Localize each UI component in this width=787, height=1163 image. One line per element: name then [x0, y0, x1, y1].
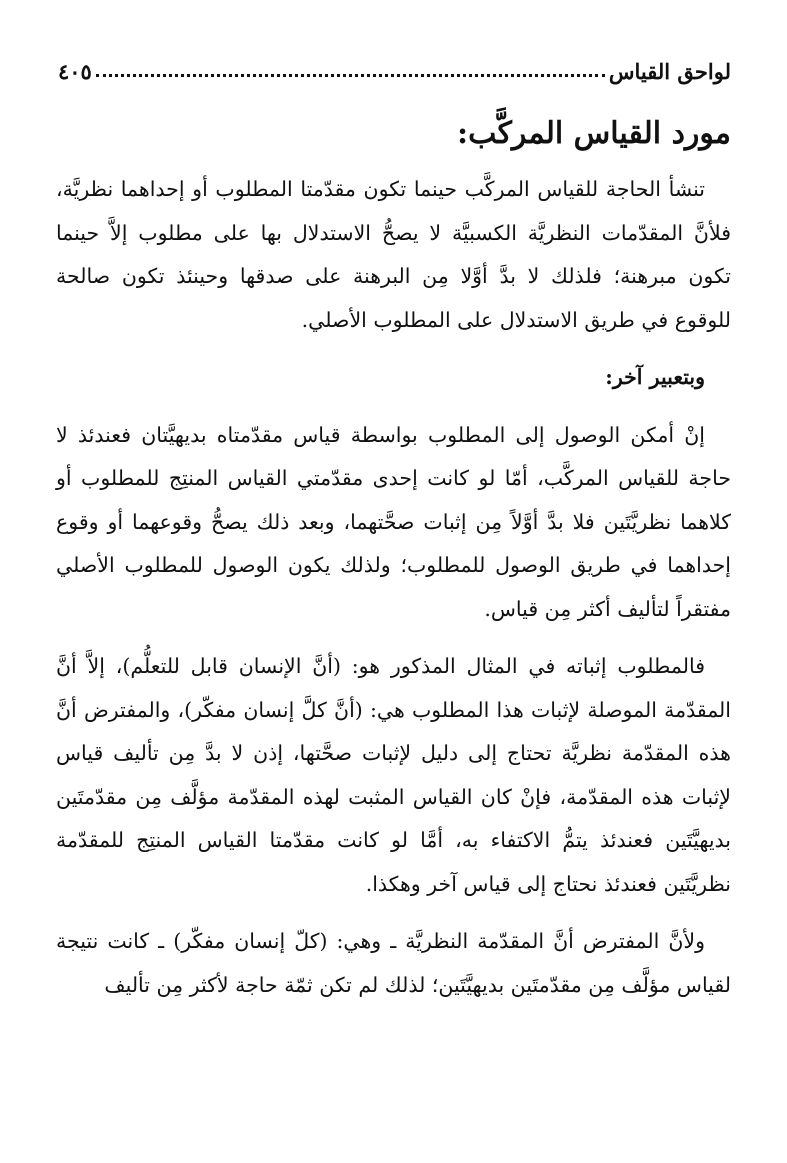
running-header: [58, 44, 731, 84]
body-text: [56, 168, 731, 1007]
running-header-title: لواحق القياس: [608, 59, 731, 84]
paragraph-4: ولأنَّ المفترض أنَّ المقدّمة النظريَّة ـ وهي: (كلّ إنسان مفكّر) ـ كانت نتيجة لقياس مؤلَّف مِن مقدّمتَين بديهيَّتَين؛ لذلك لم تكن ثمّة حاجة لأكثر مِن تأليف: [56, 929, 731, 997]
paragraph-1: تنشأ الحاجة للقياس المركَّب حينما تكون مقدّمتا المطلوب أو إحداهما نظريَّة، فلأنَّ المقدّمات النظريَّة الكسبيَّة لا يصحُّ الاستدلال بها على مطلوب إلاَّ حينما تكون مبرهنة؛ فلذلك لا بدَّ أوَّلا مِن البرهنة على صدقها وحينئذ تكون صالحة للوقوع في طريق الاستدلال على المطلوب الأصلي.: [56, 177, 731, 332]
header-dot-leader: [96, 74, 605, 77]
paragraph-3: فالمطلوب إثباته في المثال المذكور هو: (أنَّ الإنسان قابل للتعلُّم)، إلاَّ أنَّ المقدّمة الموصلة لإثبات هذا المطلوب هي: (أنَّ كلَّ إنسان مفكّر)، والمفترض أنَّ هذه المقدّمة نظريَّة تحتاج إلى دليل لإثبات صحَّتها، إذن لا بدَّ مِن تأليف قياس لإثبات هذه المقدّمة، فإنْ كان القياس المثبت لهذه المقدّمة مؤلَّف مِن مقدّمتَين بديهيَّتَين فعندئذ يتمُّ الاكتفاء به، أمَّا لو كانت مقدّمتا القياس المنتِج للمقدّمة نظريَّتَين فعندئذ نحتاج إلى قياس آخر وهكذا.: [56, 654, 731, 896]
page-number: ٤٠٥: [58, 59, 92, 84]
sub-heading: وبتعبير آخر:: [605, 365, 705, 389]
section-heading: مورد القياس المركَّب:: [457, 116, 731, 151]
paragraph-2: إنْ أمكن الوصول إلى المطلوب بواسطة قياس مقدّمتاه بديهيَّتان فعندئذ لا حاجة للقياس المركَّب، أمّا لو كانت إحدى مقدّمتي القياس المنتِج للمطلوب أو كلاهما نظريَّتَين فلا بدَّ أوَّلاً مِن إثبات صحَّتهما، وبعد ذلك يصحُّ وقوعهما أو وقوع إحداهما في طريق الوصول للمطلوب؛ ولذلك يكون الوصول للمطلوب الأصلي مفتقراً لتأليف أكثر مِن قياس.: [56, 422, 731, 621]
